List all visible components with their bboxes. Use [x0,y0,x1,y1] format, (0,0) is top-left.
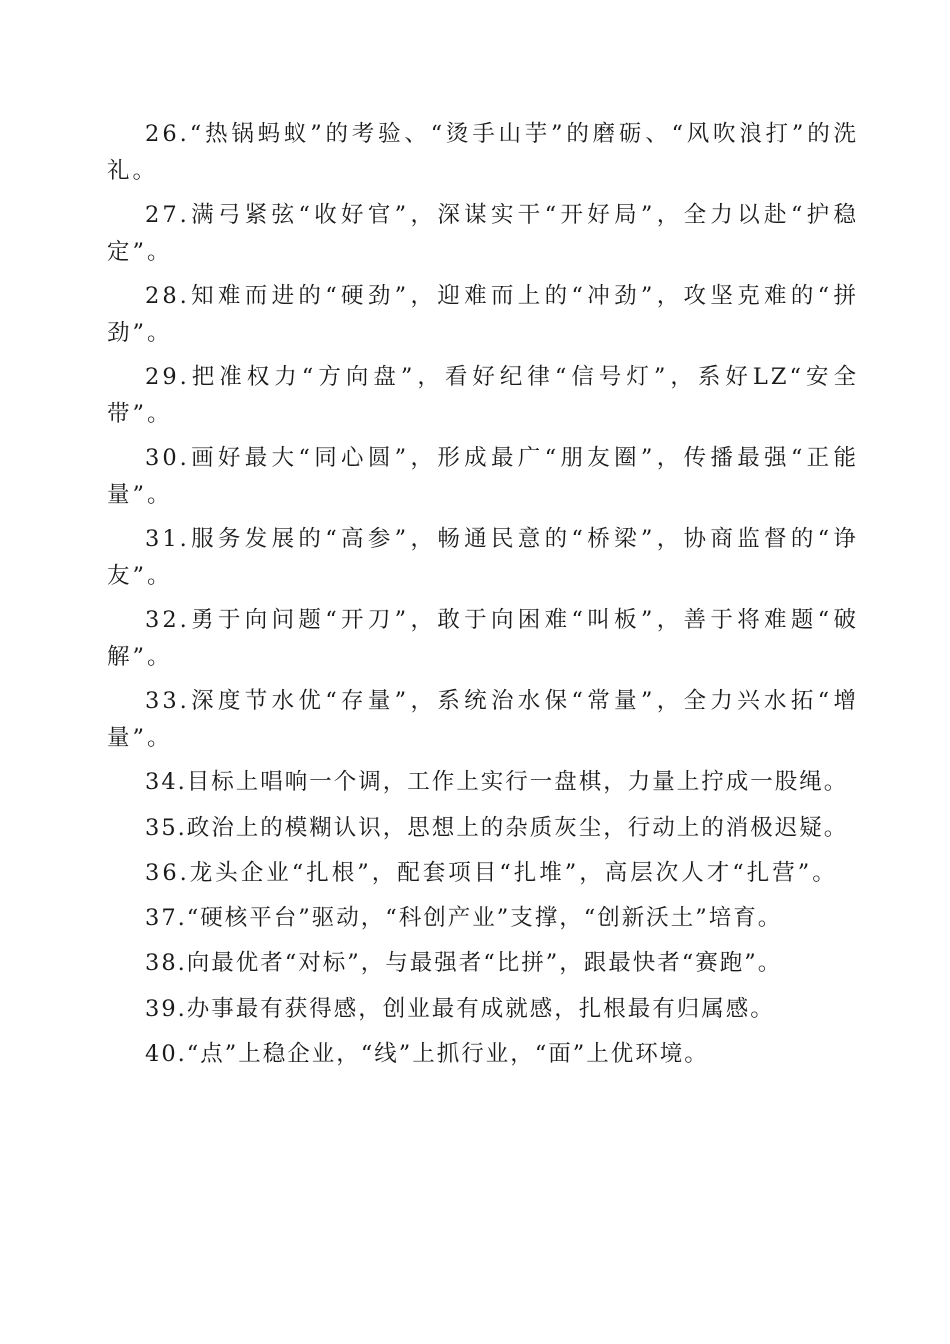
list-item-32: 32.勇于向问题“开刀”，敢于向困难“叫板”，善于将难题“破解”。 [107,607,859,670]
list-item-26: 26.“热锅蚂蚁”的考验、“烫手山芋”的磨砺、“风吹浪打”的洗礼。 [107,121,859,184]
list-item-37: 37.“硬核平台”驱动，“科创产业”支撑，“创新沃土”培育。 [145,904,783,931]
list-item-28: 28.知难而进的“硬劲”，迎难而上的“冲劲”，攻坚克难的“拼劲”。 [107,283,859,346]
list-item-38: 38.向最优者“对标”，与最强者“比拼”，跟最快者“赛跑”。 [145,950,783,976]
list-item-31: 31.服务发展的“高参”，畅通民意的“桥梁”，协商监督的“诤友”。 [107,526,859,589]
list-item-35: 35.政治上的模糊认识，思想上的杂质灰尘，行动上的消极迟疑。 [145,814,849,841]
list-item-36: 36.龙头企业“扎根”，配套项目“扎堆”，高层次人才“扎营”。 [145,860,838,886]
list-item-34: 34.目标上唱响一个调，工作上实行一盘棋，力量上拧成一股绳。 [145,769,849,795]
list-item-40: 40.“点”上稳企业，“线”上抓行业，“面”上优环境。 [145,1041,709,1067]
list-item-29: 29.把准权力“方向盘”，看好纪律“信号灯”，系好LZ“安全带”。 [107,364,859,427]
list-item-27: 27.满弓紧弦“收好官”，深谋实干“开好局”，全力以赴“护稳定”。 [107,202,859,265]
list-item-33: 33.深度节水优“存量”，系统治水保“常量”，全力兴水拓“增量”。 [107,688,859,751]
document-body [107,116,859,1082]
list-item-39: 39.办事最有获得感，创业最有成就感，扎根最有归属感。 [145,995,775,1022]
list-item-30: 30.画好最大“同心圆”，形成最广“朋友圈”，传播最强“正能量”。 [107,445,859,508]
